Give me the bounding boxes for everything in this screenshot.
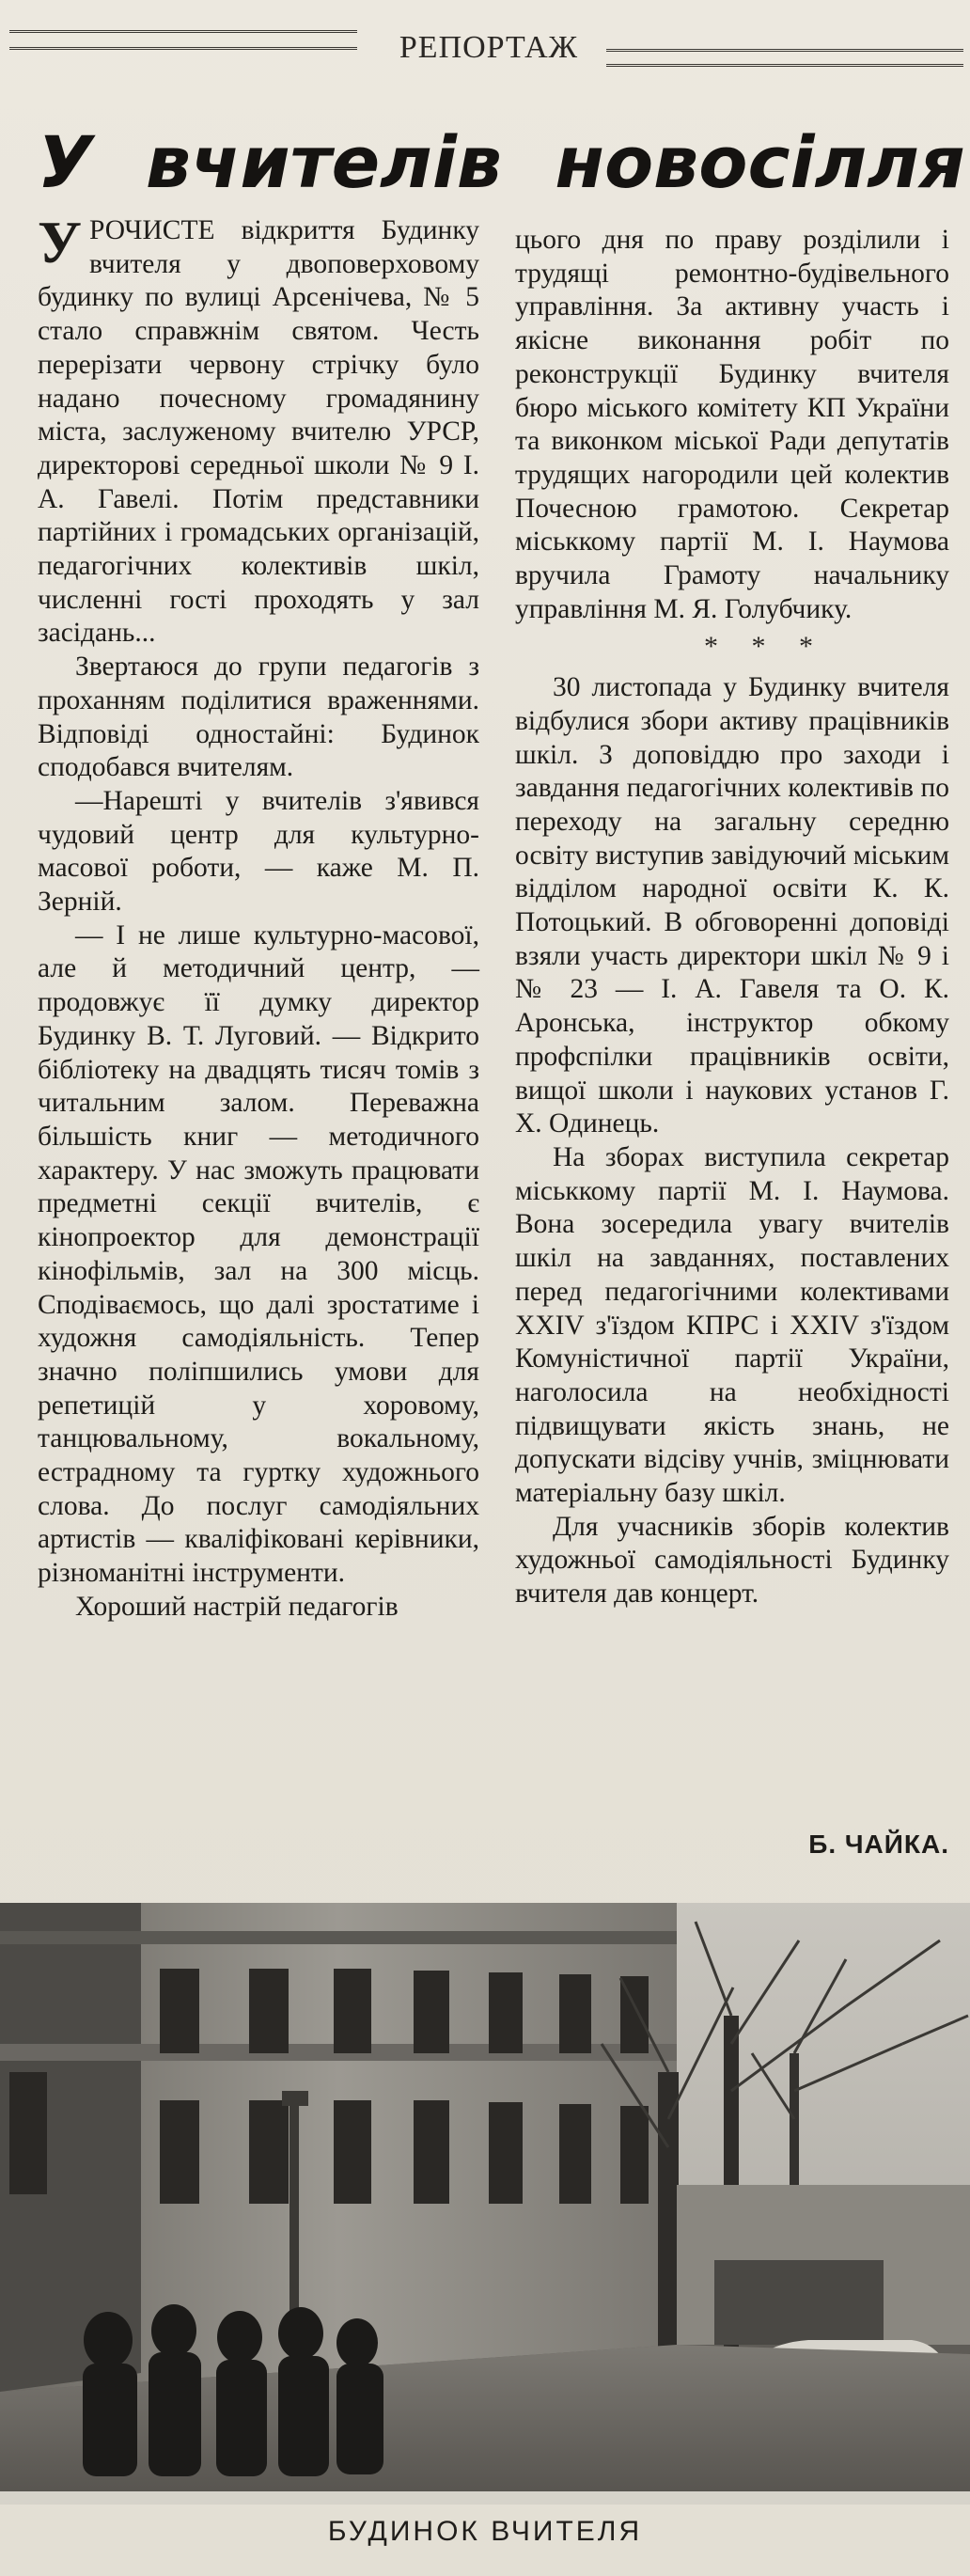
article-paragraph: —Нарешті у вчителів з'явився чудовий центр для культурно-масової роботи, — каже М. П. Зерній. bbox=[38, 785, 479, 918]
rubric-rule-left-bottom bbox=[9, 47, 357, 50]
rubric-label: РЕПОРТАЖ bbox=[399, 30, 579, 65]
article-paragraph: На зборах виступила секретар міськкому партії М. І. Наумова. Вона зосередила увагу вчителів шкіл на завданнях, поставлених перед педагогічними колективами XXIV з'їздом КПРС і XXIV з'їздом Комуністичної партії України, наголосила на необхідності підвищувати якість знань, не допускати відсіву учнів, зміцнювати матеріальну базу шкіл. bbox=[515, 1141, 949, 1509]
rubric-rule-left-top bbox=[9, 30, 357, 33]
drop-cap: У bbox=[38, 209, 82, 275]
article-paragraph: Хороший настрій педагогів bbox=[75, 1591, 399, 1622]
article-column-left bbox=[38, 209, 479, 1625]
building-photo bbox=[0, 1903, 970, 2505]
article-lead-paragraph bbox=[38, 209, 479, 651]
article-paragraph: — І не лише культурно-масової, але й методичний центр, — продовжує її думку директор Будинку В. Т. Луговий. — Відкрито бібліотеку на двадцять тисяч томів з читальним залом. Переважна більшість книг — методичного характеру. У нас зможуть працювати предметні секції вчителів, є кінопроектор для демонстрації кінофільмів, зал на 300 місць. Сподіваємось, що далі зростатиме і художня самодіяльність. Тепер значно поліпшились умови для репетицій у хоровому, танцювальному, вокальному, естрадному та гуртку художнього слова. До послуг самодіяльних артистів — кваліфіковані керівники, різноманітні інструменти. bbox=[38, 919, 479, 1589]
article-column-right bbox=[515, 224, 949, 1611]
article-paragraph: цього дня по праву розділили і трудящі ремонтно-будівельного управління. За активну участь і якісне виконання робіт по реконструкції Будинку вчителя бюро міського комітету КП України та виконком міської Ради депутатів трудящих нагородили цей колектив Почесною грамотою. Секретар міськкому партії М. І. Наумова вручила Грамоту начальнику управління М. Я. Голубчику. bbox=[515, 225, 949, 624]
section-separator: * * * bbox=[704, 631, 826, 663]
lead-paragraph-text: РОЧИСТЕ відкриття Будинку вчителя у двоповерховому будинку по вулиці Арсенічева, № 5 стало справжнім святом. Честь перерізати червону стрічку було надано почесному громадянину міста, заслуженому вчителю УРСР, директорові середньої школи № 9 І. А. Гавелі. Потім представники партійних і громадських організацій, педагогічних колективів шкіл, численні гості проходять у зал засідань... bbox=[38, 215, 479, 649]
article-paragraph: Для учасників зборів колектив художньої самодіяльності Будинку вчителя дав концерт. bbox=[515, 1511, 949, 1610]
photo-caption: БУДИНОК ВЧИТЕЛЯ bbox=[327, 2516, 643, 2547]
article-headline: У вчителів новосілля bbox=[38, 120, 965, 204]
rubric-rule-right-top bbox=[606, 49, 963, 52]
article-paragraph: 30 листопада у Будинку вчителя відбулися збори активу працівників шкіл. З доповіддю про заходи і завдання педагогічних колективів по переходу на загальну середню освіту виступив завідуючий міським відділом народної освіти К. К. Потоцький. В обговоренні доповіді взяли участь директори шкіл № 9 і № 23 — І. А. Гавеля та О. К. Аронська, інструктор обкому профспілки працівників освіти, вищої школи і наукових установ Г. Х. Одинець. bbox=[515, 672, 949, 1139]
article-paragraph: Звертаюся до групи педагогів з проханням поділитися враженнями. Відповіді одностайні: Будинок сподобався вчителям. bbox=[38, 652, 479, 783]
rubric-header bbox=[0, 17, 970, 83]
author-signature: Б. ЧАЙКА. bbox=[808, 1830, 949, 1859]
rubric-rule-right-bottom bbox=[606, 64, 963, 67]
